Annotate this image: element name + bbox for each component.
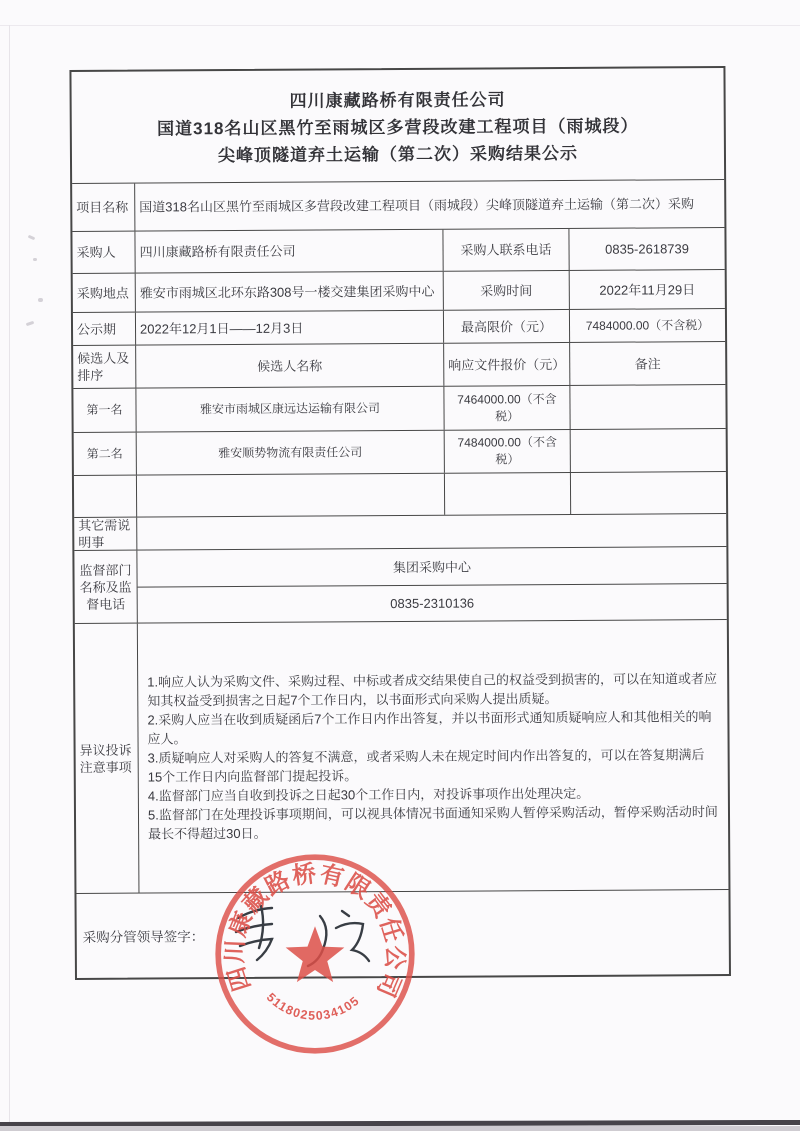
purchaser-value: 四川康藏路桥有限责任公司 <box>134 230 442 273</box>
project-name-value: 国道318名山区黑竹至雨城区多营段改建工程项目（雨城段）尖峰顶隧道弃土运输（第二次）采购 <box>134 180 724 231</box>
purchaser-phone-value: 0835-2618739 <box>568 228 724 270</box>
other-notes-label: 其它需说明事 <box>78 517 131 550</box>
project-title-line: 国道318名山区黑竹至雨城区多营段改建工程项目（雨城段） <box>157 116 639 139</box>
announcement-title-line: 尖峰顶隧道弃土运输（第二次）采购结果公示 <box>217 143 579 166</box>
candidate-remark <box>570 429 726 472</box>
paper-top-edge <box>0 25 800 26</box>
candidate-bid <box>444 473 570 515</box>
location-label: 采购地点 <box>76 285 129 301</box>
procurement-result-table <box>69 66 731 980</box>
candidate-bid: 7484000.00（不含税） <box>444 430 570 473</box>
signature-label: 采购分管领导签字： <box>82 929 205 945</box>
candidate-rank: 第二名 <box>86 446 123 461</box>
objection-item: 1.响应人认为采购文件、采购过程、中标或者成交结果使自己的权益受到损害的，可以在知道或者应知其权益受到损害之日起7个工作日内，以书面形式向采购人提出质疑。 <box>147 671 718 709</box>
supervisor-values <box>136 547 726 623</box>
project-name-label: 项目名称 <box>76 199 129 215</box>
title-row <box>71 68 724 183</box>
publicity-value: 2022年12月1日——12月3日 <box>135 311 443 345</box>
objection-item: 3.质疑响应人对采购人的答复不满意，或者采购人未在规定时间内作出答复的，可以在答复期满后15个工作日内向监督部门提起投诉。 <box>147 747 705 785</box>
other-notes-row <box>74 513 726 550</box>
candidate-rank: 第一名 <box>86 402 123 417</box>
supervisor-phone: 0835-2310136 <box>138 583 727 623</box>
candidate-rank <box>74 476 136 517</box>
purchaser-row <box>72 227 724 273</box>
company-seal <box>212 851 418 1057</box>
max-price-label: 最高限价（元） <box>443 310 569 343</box>
candidates-label: 候选人及排序 <box>77 350 130 383</box>
scan-smudge <box>28 235 36 241</box>
title-block <box>71 68 724 183</box>
candidate-name: 雅安市雨城区康远达运输有限公司 <box>135 387 443 432</box>
purchaser-phone-label: 采购人联系电话 <box>442 229 568 271</box>
supervisor-row <box>74 546 726 623</box>
paper-bottom-shadow <box>0 1126 800 1131</box>
seal-number-text: 5118025034105 <box>263 990 363 1023</box>
paper-left-edge <box>9 25 10 1123</box>
location-value: 雅安市雨城区北环东路308号一楼交建集团采购中心 <box>135 272 443 312</box>
candidate-remark-header: 备注 <box>569 342 725 385</box>
table-row <box>74 471 726 517</box>
publicity-row <box>73 308 725 345</box>
purchaser-label: 采购人 <box>76 244 116 260</box>
candidate-name: 雅安顺势物流有限责任公司 <box>136 431 444 475</box>
scan-smudge <box>38 298 43 302</box>
purchase-time-label: 采购时间 <box>443 271 569 310</box>
candidate-bid-header: 响应文件报价（元） <box>443 343 569 386</box>
location-row <box>73 269 725 312</box>
scan-smudge <box>26 321 35 326</box>
company-title: 四川康藏路桥有限责任公司 <box>289 90 506 111</box>
table-row <box>73 384 725 432</box>
objection-label: 异议投诉注意事项 <box>79 742 132 775</box>
candidate-bid: 7464000.00（不含税） <box>443 386 569 430</box>
seal-company-text: 四川康藏路桥有限责任公司 <box>222 861 408 1002</box>
objection-item: 5.监督部门在处理投诉事项期间，可以视具体情况书面通知采购人暂停采购活动，暂停采购活动时间最长不得超过30日。 <box>147 804 718 842</box>
candidate-remark <box>570 472 726 514</box>
scan-smudge <box>33 258 37 261</box>
purchase-time-value: 2022年11月29日 <box>569 270 725 309</box>
candidate-remark <box>569 385 725 429</box>
other-notes-value <box>136 514 726 550</box>
publicity-label: 公示期 <box>76 321 117 337</box>
table-row <box>74 428 726 475</box>
supervisor-label: 监督部门名称及监督电话 <box>79 562 132 612</box>
supervisor-name: 集团采购中心 <box>392 559 472 576</box>
candidate-name <box>136 474 444 517</box>
objection-item: 2.采购人应当在收到质疑函后7个工作日内作出答复，并以书面形式通知质疑响应人和其他相关的响应人。 <box>147 709 712 747</box>
seal-star-icon <box>286 926 345 982</box>
max-price-value: 7484000.00（不含税） <box>569 309 725 342</box>
candidate-name-header: 候选人名称 <box>135 344 443 388</box>
project-name-row <box>72 179 724 231</box>
candidates-header-row <box>73 341 725 388</box>
objection-item: 4.监督部门应当自收到投诉之日起30个工作日内，对投诉事项作出处理决定。 <box>147 785 590 804</box>
